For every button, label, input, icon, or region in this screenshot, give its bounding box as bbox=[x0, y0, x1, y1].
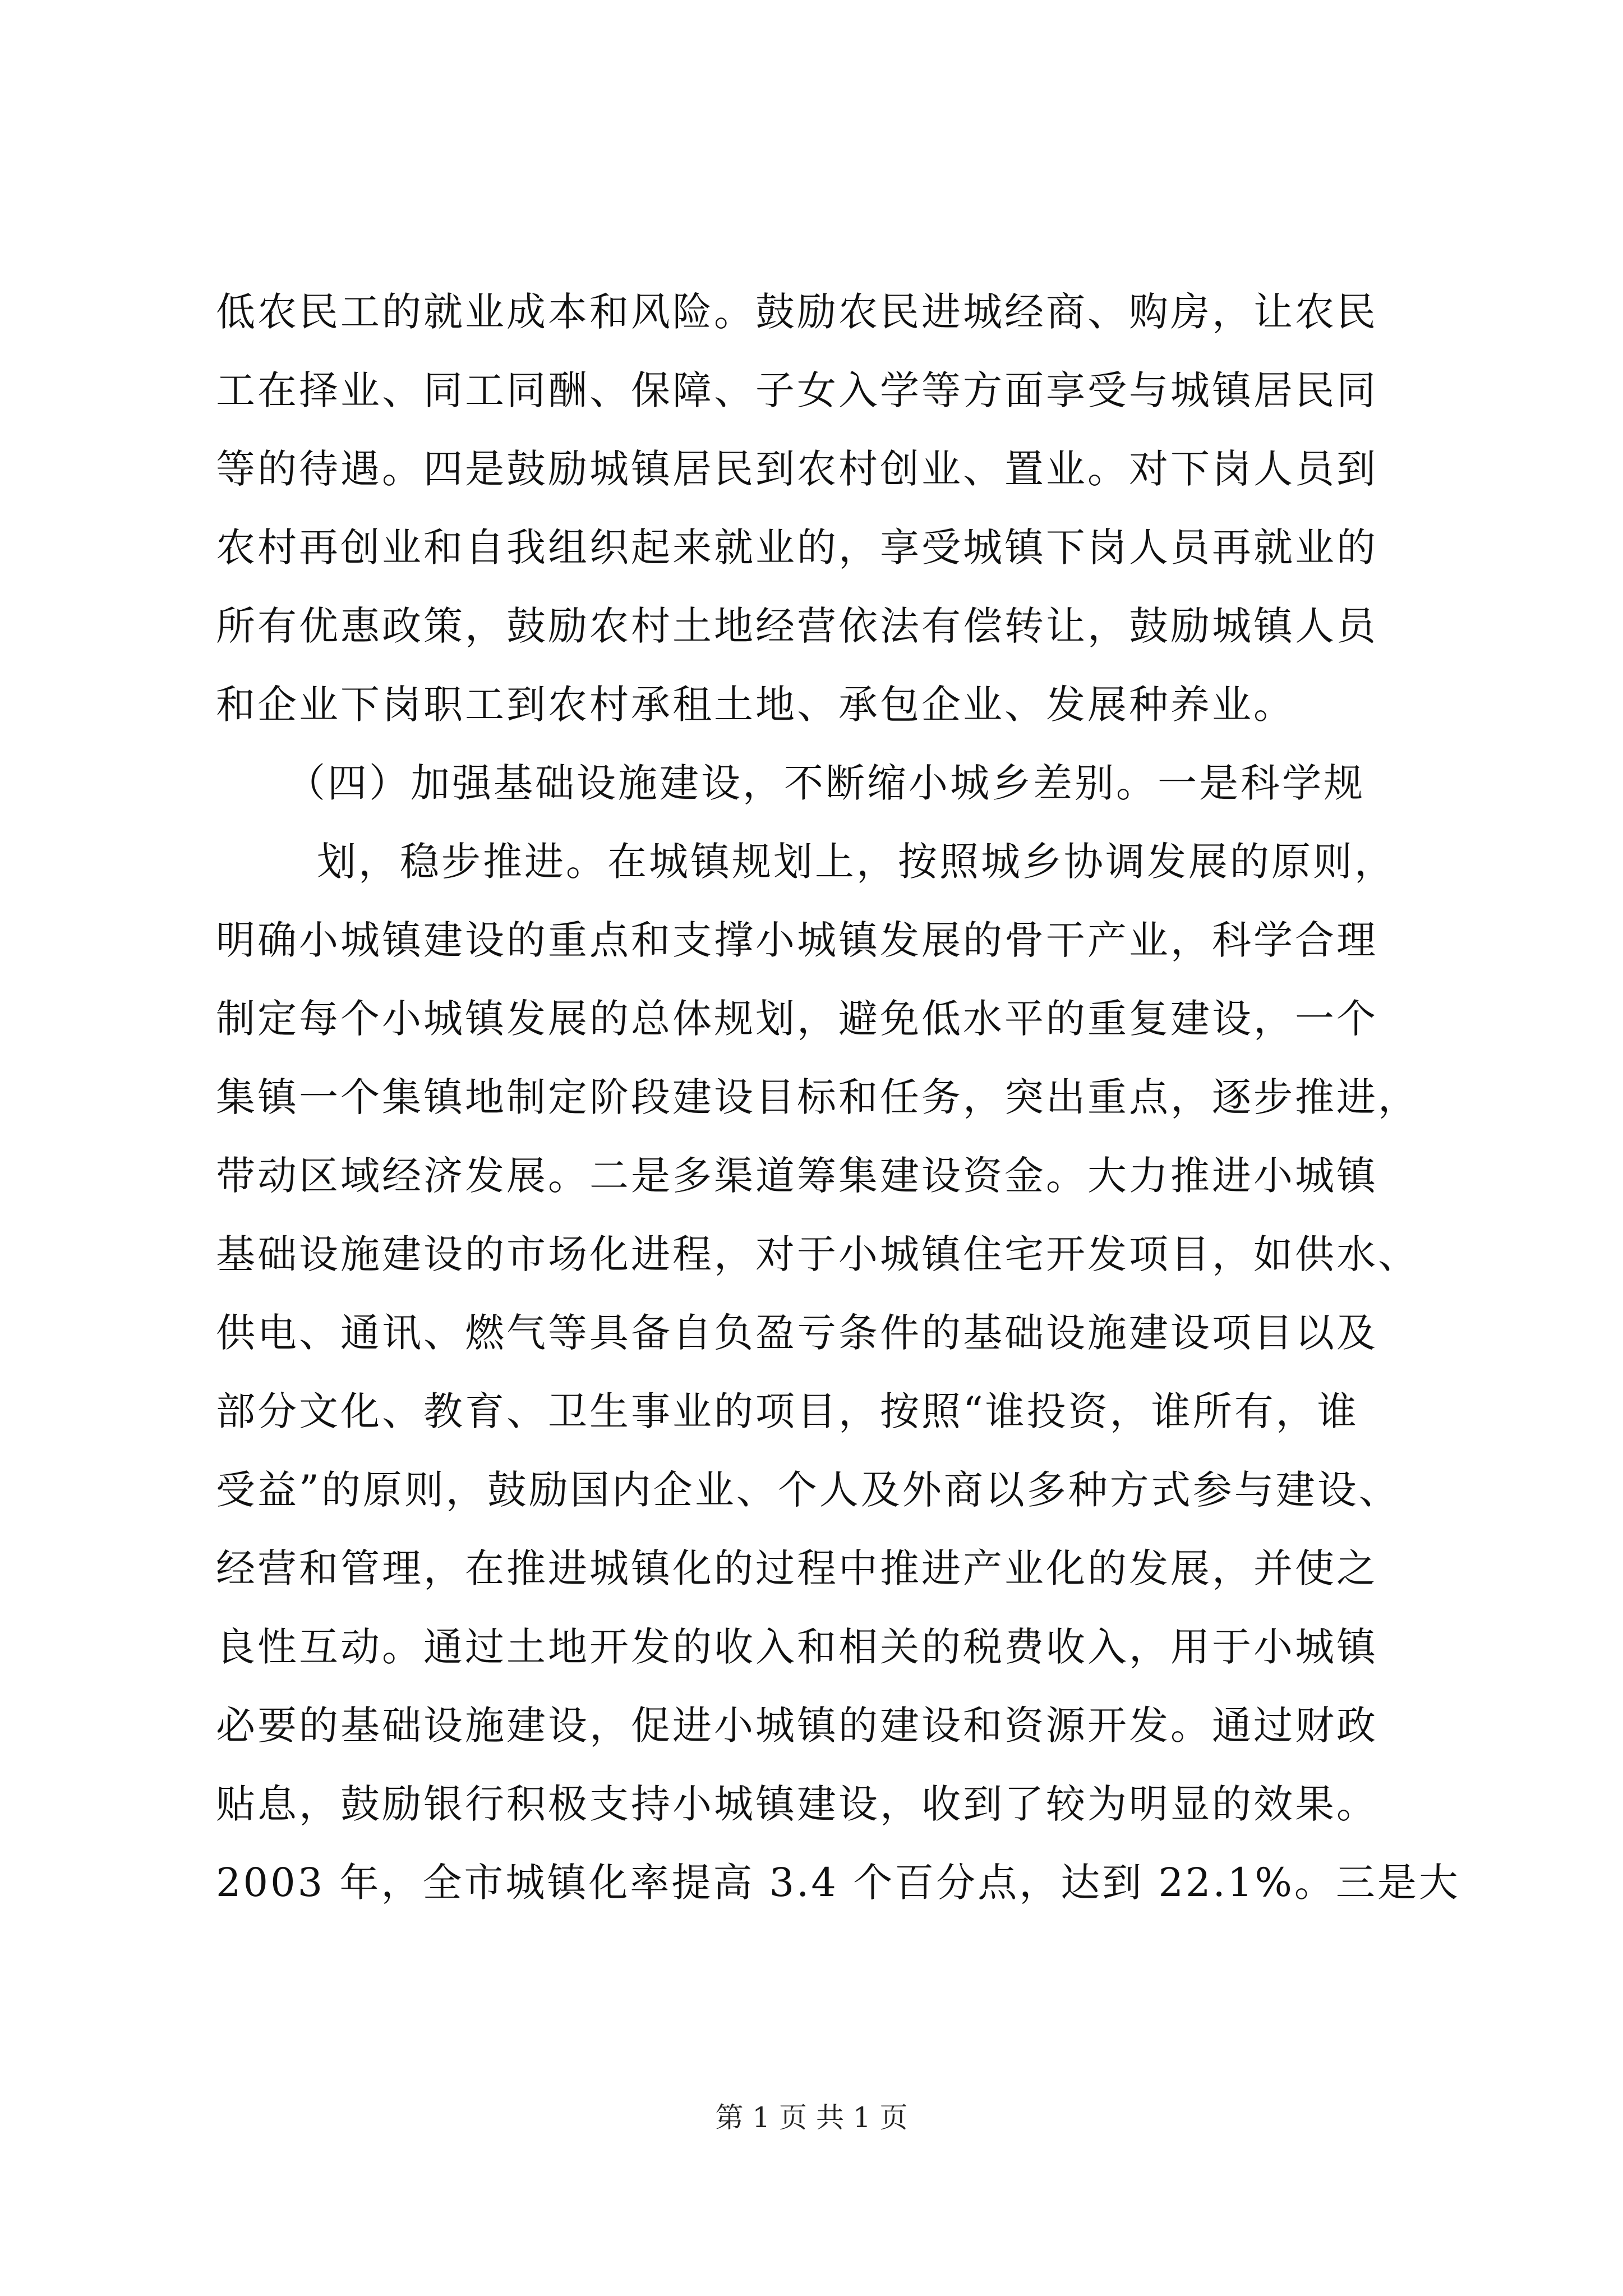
body-text-line: 所有优惠政策，鼓励农村土地经营依法有偿转让，鼓励城镇人员 bbox=[216, 603, 1378, 649]
body-text-line: 和企业下岗职工到农村承租土地、承包企业、发展种养业。 bbox=[216, 682, 1295, 728]
body-text-line: 集镇一个集镇地制定阶段建设目标和任务，突出重点，逐步推进， bbox=[216, 1074, 1419, 1120]
body-text-line: 贴息，鼓励银行积极支持小城镇建设，收到了较为明显的效果。 bbox=[216, 1781, 1378, 1827]
body-text-line: 必要的基础设施建设，促进小城镇的建设和资源开发。通过财政 bbox=[216, 1703, 1378, 1749]
body-text-line: 供电、通讯、燃气等具备自负盈亏条件的基础设施建设项目以及 bbox=[216, 1310, 1378, 1356]
body-text-line: 划，稳步推进。在城镇规划上，按照城乡协调发展的原则， bbox=[317, 839, 1396, 885]
body-text-line: 制定每个小城镇发展的总体规划，避免低水平的重复建设，一个 bbox=[216, 996, 1378, 1042]
body-text-line: 良性互动。通过土地开发的收入和相关的税费收入，用于小城镇 bbox=[216, 1624, 1378, 1670]
body-text-line: 工在择业、同工同酬、保障、子女入学等方面享受与城镇居民同 bbox=[216, 367, 1378, 413]
page-footer: 第 1 页 共 1 页 bbox=[715, 2101, 908, 2134]
section-heading-line: （四）加强基础设施建设，不断缩小城乡差别。一是科学规 bbox=[286, 760, 1365, 806]
body-text-line: 农村再创业和自我组织起来就业的，享受城镇下岗人员再就业的 bbox=[216, 524, 1378, 570]
body-text-line: 低农民工的就业成本和风险。鼓励农民进城经商、购房，让农民 bbox=[216, 289, 1378, 335]
body-text-line: 明确小城镇建设的重点和支撑小城镇发展的骨干产业，科学合理 bbox=[216, 917, 1378, 963]
body-text-line: 基础设施建设的市场化进程，对于小城镇住宅开发项目，如供水、 bbox=[216, 1231, 1419, 1277]
body-text-line: 等的待遇。四是鼓励城镇居民到农村创业、置业。对下岗人员到 bbox=[216, 446, 1378, 492]
body-text-line: 受益”的原则，鼓励国内企业、个人及外商以多种方式参与建设、 bbox=[216, 1467, 1400, 1513]
body-text-line: 带动区域经济发展。二是多渠道筹集建设资金。大力推进小城镇 bbox=[216, 1153, 1378, 1199]
body-text-line: 部分文化、教育、卫生事业的项目，按照“谁投资，谁所有，谁 bbox=[216, 1388, 1359, 1434]
body-text-line: 经营和管理，在推进城镇化的过程中推进产业化的发展，并使之 bbox=[216, 1545, 1378, 1591]
body-text-line: 2003 年，全市城镇化率提高 3.4 个百分点，达到 22.1%。三是大 bbox=[216, 1860, 1460, 1906]
